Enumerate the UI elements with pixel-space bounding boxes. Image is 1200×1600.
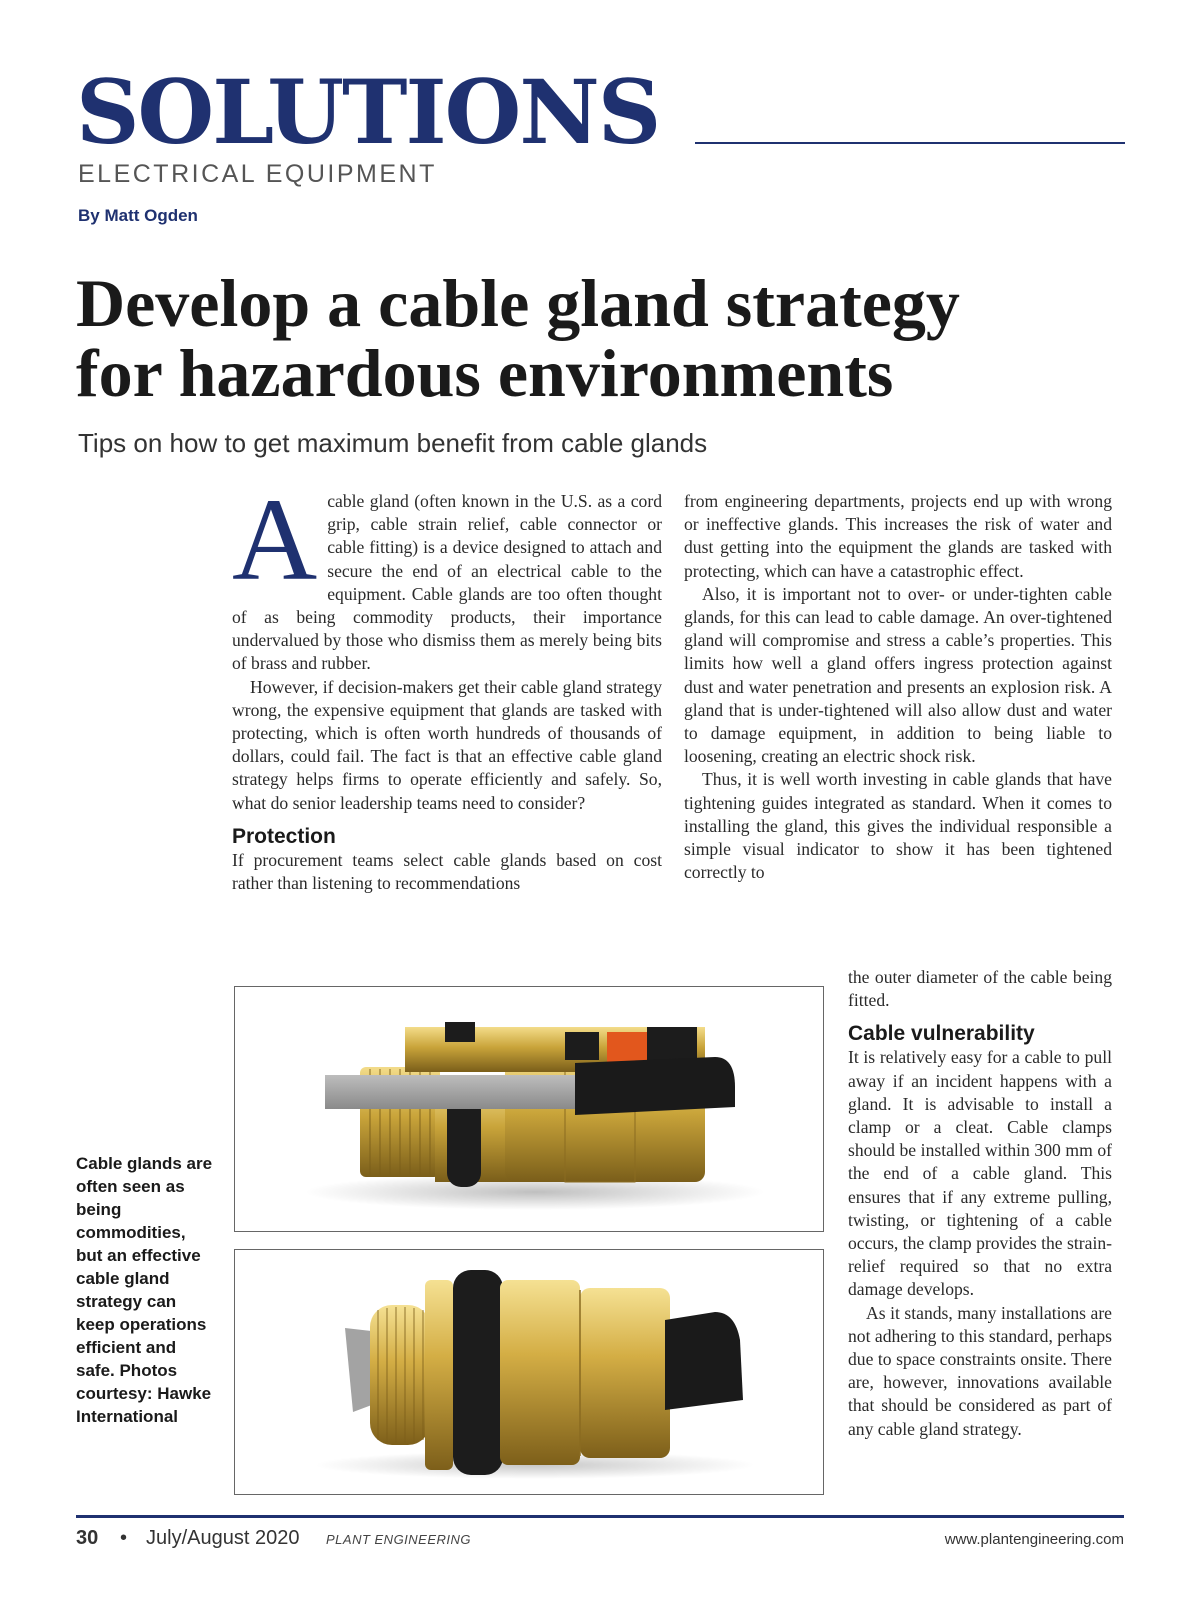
issue-date: July/August 2020: [146, 1527, 300, 1549]
headline-line-2: for hazardous environments: [76, 335, 894, 411]
footer-rule: [76, 1515, 1124, 1518]
subhead-protection: Protection: [232, 824, 336, 848]
paragraph: Also, it is important not to over- or under-tighten cable glands, for this can lead to cable damage. An over-tightened gland will compromise and stress a cable’s properties. This limits how well a gland offers ingress protection against dust and water penetration and presents an explosion risk. A gland that is under-tightened will also allow dust and water to damage equipment, in addition to being liable to loosening, creating an electric shock risk.: [684, 583, 1112, 767]
footer-bullet: •: [120, 1527, 128, 1549]
photo-caption: Cable glands are often seen as being commodities, but an effective cable gland strategy can keep operations efficient and safe. Photos courtesy: Hawke International: [76, 1154, 213, 1426]
photo-cable-gland-cutaway: [234, 986, 824, 1232]
cable-gland-assembled-illustration: [235, 1250, 823, 1494]
paragraph-continued: the outer diameter of the cable being fitted.: [848, 967, 1112, 1011]
section-rule: [695, 142, 1125, 144]
paragraph: If procurement teams select cable glands based on cost rather than listening to recommendations: [232, 849, 662, 894]
publication-name: PLANT ENGINEERING: [326, 1532, 472, 1547]
byline: By Matt Ogden: [78, 206, 198, 225]
cable-gland-cutaway-illustration: [235, 987, 823, 1231]
body-column-3: [848, 966, 1112, 1441]
section-title: SOLUTIONS: [76, 60, 660, 164]
drop-cap: A: [232, 474, 318, 605]
paragraph-intro: cable gland (often known in the U.S. as a cord grip, cable strain relief, cable connector or cable fitting) is a device designed to attach and secure the end of an electrical cable to the equipment. Cable glands are too often thought of as being commodity products, their importance undervalued by those who dismiss them as merely being bits of brass and rubber.: [232, 491, 662, 674]
paragraph: However, if decision-makers get their cable gland strategy wrong, the expensive equipment that glands are tasked with protecting, which is often worth hundreds of thousands of dollars, could fail. The fact is that an effective cable gland strategy helps firms to operate efficiently and safely. So, what do senior leadership teams need to consider?: [232, 676, 662, 813]
website-link[interactable]: www.plantengineering.com: [944, 1531, 1124, 1548]
paragraph: It is relatively easy for a cable to pull away if an incident happens with a gland. It is advisable to install a clamp or a cleat. Cable clamps should be installed within 300 mm of the end of a cable gland. This ensures that if any extreme pulling, twisting, or tightening of a cable occurs, the clamp provides the strain-relief required so that no extra damage develops.: [848, 1047, 1112, 1300]
article-headline: [76, 265, 1156, 411]
paragraph: Thus, it is well worth investing in cable glands that have tightening guides integrated as standard. When it comes to installing the gland, this gives the individual responsible a simple visual indicator to show it has been tightened correctly to: [684, 769, 1112, 883]
page-number: 30: [76, 1527, 99, 1549]
paragraph: As it stands, many installations are not adhering to this standard, perhaps due to space constraints onsite. There are, however, innovations available that should be considered as part of any cable gland strategy.: [848, 1302, 1112, 1439]
headline-line-1: Develop a cable gland strategy: [76, 265, 960, 341]
body-column-1: [232, 474, 662, 895]
article-deck: Tips on how to get maximum benefit from cable glands: [78, 428, 708, 458]
paragraph-continued: from engineering departments, projects end up with wrong or ineffective glands. This increases the risk of water and dust getting into the equipment the glands are tasked with protecting, which can have a catastrophic effect.: [684, 491, 1112, 581]
section-subtitle: ELECTRICAL EQUIPMENT: [78, 160, 437, 188]
subhead-cable-vulnerability: Cable vulnerability: [848, 1022, 1035, 1046]
body-column-2: [684, 490, 1112, 884]
photo-cable-gland-assembled: [234, 1249, 824, 1495]
